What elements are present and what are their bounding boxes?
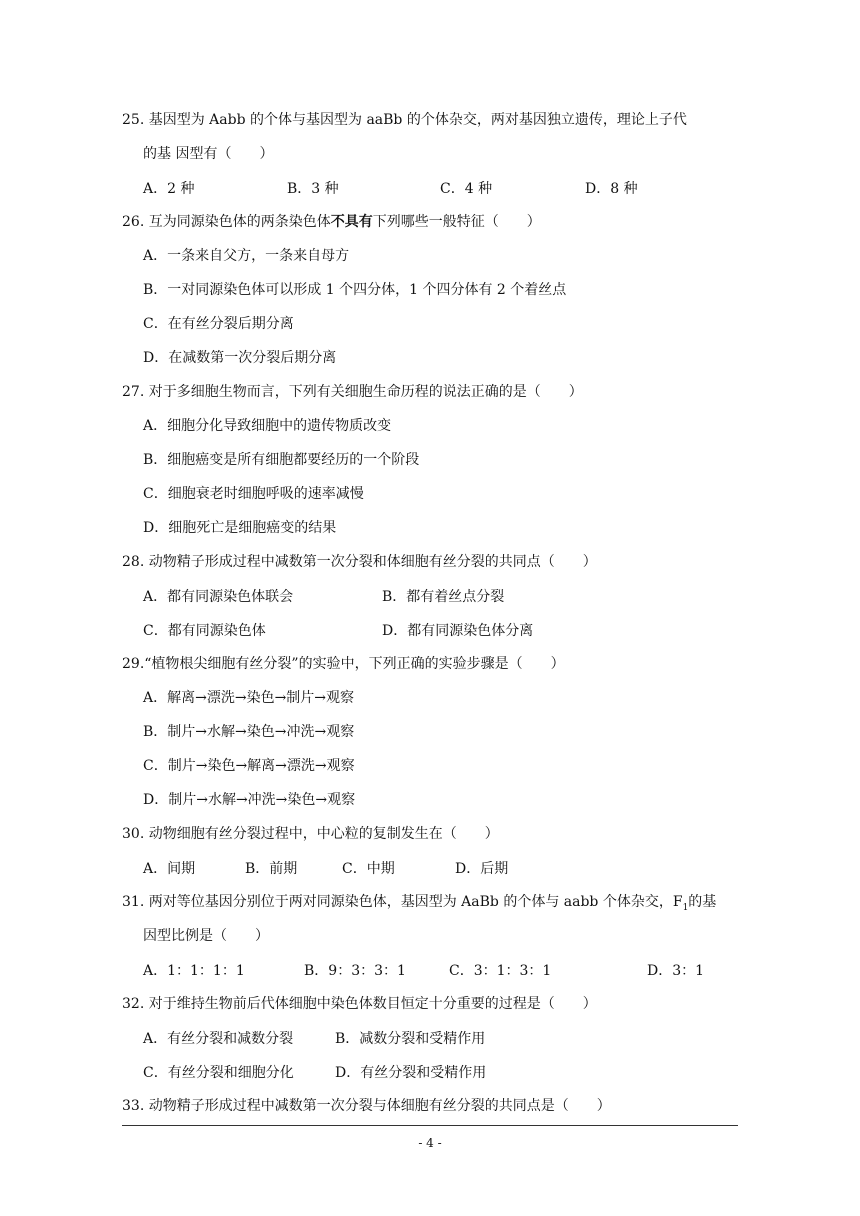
question-number: 28.: [122, 554, 145, 570]
question-31-stem-continued: 因型比例是（ ）: [143, 928, 269, 944]
footer-divider: [122, 1125, 738, 1126]
option-b: B．细胞癌变是所有细胞都要经历的一个阶段: [143, 452, 420, 468]
question-number: 32.: [122, 996, 145, 1012]
question-31-stem: [122, 892, 716, 918]
option-a: A．解离→漂洗→染色→制片→观察: [143, 690, 355, 706]
question-text: “植物根尖细胞有丝分裂”的实验中，下列正确的实验步骤是（ ）: [144, 656, 565, 672]
option-a: A．2 种: [143, 181, 195, 197]
option-d: D．8 种: [585, 181, 638, 197]
option-a: A．1：1：1：1: [143, 963, 245, 979]
question-25-stem-continued: 的基 因型有（ ）: [143, 146, 274, 162]
question-text: 基因型为 Aabb 的个体与基因型为 aaBb 的个体杂交，两对基因独立遗传，理论上子代: [148, 112, 687, 128]
option-b: B．制片→水解→染色→冲洗→观察: [143, 724, 355, 740]
option-d: D．在减数第一次分裂后期分离: [143, 350, 337, 366]
question-text: 动物细胞有丝分裂过程中，中心粒的复制发生在（ ）: [148, 826, 499, 842]
option-c: C．中期: [342, 861, 395, 877]
option-a: A．细胞分化导致细胞中的遗传物质改变: [143, 418, 392, 434]
question-number: 33.: [122, 1098, 145, 1114]
question-25-stem: [122, 110, 687, 130]
question-27-stem: [122, 382, 583, 402]
question-33-stem: [122, 1096, 611, 1116]
question-text: 动物精子形成过程中减数第一次分裂和体细胞有丝分裂的共同点（ ）: [148, 554, 597, 570]
question-text: 两对等位基因分别位于两对同源染色体，基因型为 AaBb 的个体与 aabb 个体杂交，F: [148, 894, 683, 910]
question-text: 对于维持生物前后代体细胞中染色体数目恒定十分重要的过程是（ ）: [148, 996, 597, 1012]
option-b: B．都有着丝点分裂: [382, 589, 505, 605]
option-d: D．制片→水解→冲洗→染色→观察: [143, 792, 356, 808]
question-28-stem: [122, 552, 597, 572]
question-text-tail: 的基: [688, 894, 717, 910]
subscript: 1: [682, 902, 689, 913]
option-b: B．一对同源染色体可以形成 1 个四分体，1 个四分体有 2 个着丝点: [143, 282, 567, 298]
question-32-stem: [122, 994, 597, 1014]
question-number: 26.: [122, 214, 145, 230]
question-text: 动物精子形成过程中减数第一次分裂与体细胞有丝分裂的共同点是（ ）: [148, 1098, 611, 1114]
option-b: B．前期: [245, 861, 298, 877]
option-a: A．有丝分裂和减数分裂: [143, 1031, 294, 1047]
option-d: D．都有同源染色体分离: [382, 623, 534, 639]
option-a: A．间期: [143, 861, 196, 877]
question-number: 30.: [122, 826, 145, 842]
option-c: C．细胞衰老时细胞呼吸的速率减慢: [143, 486, 364, 502]
option-c: C．在有丝分裂后期分离: [143, 316, 294, 332]
option-c: C．3：1：3：1: [449, 963, 552, 979]
option-a: A．都有同源染色体联会: [143, 589, 294, 605]
question-number: 27.: [122, 384, 145, 400]
question-26-stem: [122, 212, 541, 232]
question-number: 25.: [122, 112, 145, 128]
option-c: C．制片→染色→解离→漂洗→观察: [143, 758, 355, 774]
question-29-stem: [122, 654, 565, 674]
option-a: A．一条来自父方，一条来自母方: [143, 248, 350, 264]
option-c: C．4 种: [440, 181, 493, 197]
option-b: B．减数分裂和受精作用: [335, 1031, 486, 1047]
question-number: 31.: [122, 894, 145, 910]
emphasis-text: 不具有: [330, 214, 373, 230]
page-number: - 4 -: [418, 1136, 442, 1150]
option-b: B．3 种: [287, 181, 339, 197]
option-c: C．有丝分裂和细胞分化: [143, 1065, 294, 1081]
option-d: D．3：1: [647, 963, 705, 979]
option-b: B．9：3：3：1: [304, 963, 406, 979]
question-number: 29.: [122, 656, 145, 672]
question-text: 对于多细胞生物而言，下列有关细胞生命历程的说法正确的是（ ）: [148, 384, 583, 400]
option-d: D．后期: [455, 861, 509, 877]
option-c: C．都有同源染色体: [143, 623, 266, 639]
option-d: D．细胞死亡是细胞癌变的结果: [143, 520, 337, 536]
question-30-stem: [122, 824, 499, 844]
option-d: D．有丝分裂和受精作用: [335, 1065, 487, 1081]
question-text-tail: 下列哪些一般特征（ ）: [372, 214, 541, 230]
question-text: 互为同源染色体的两条染色体: [148, 214, 331, 230]
